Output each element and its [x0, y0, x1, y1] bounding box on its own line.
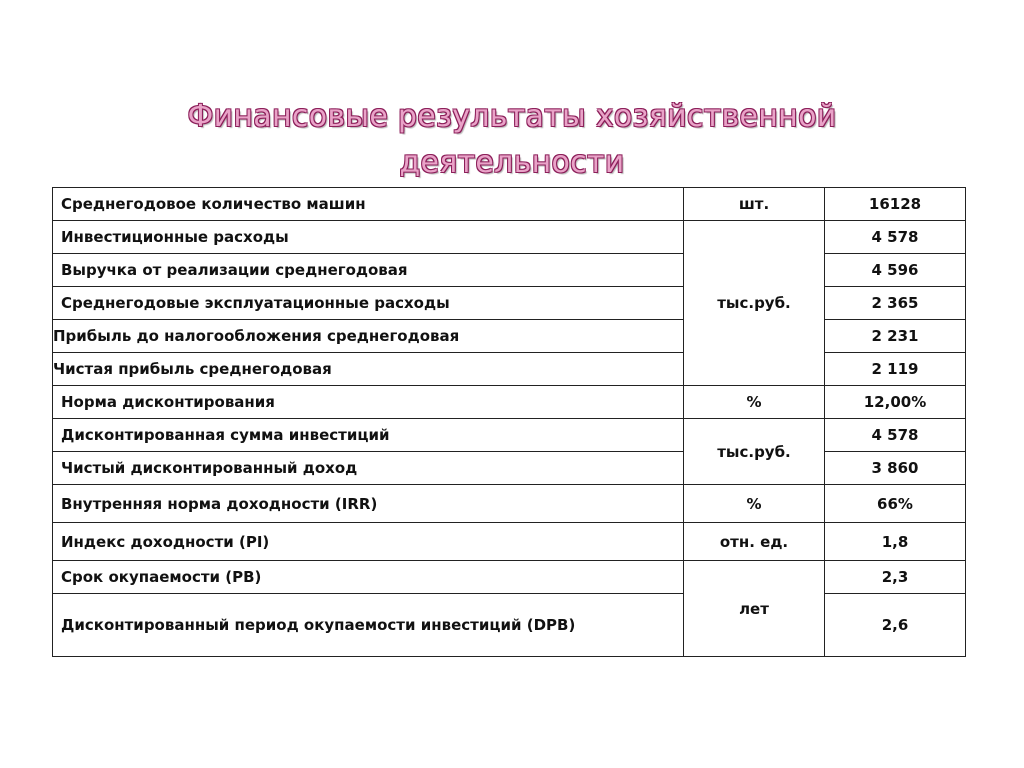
slide-title-line-1: Финансовые результаты хозяйственной [187, 99, 837, 134]
row-value: 4 596 [825, 254, 966, 287]
table-row [53, 221, 966, 254]
row-label: Прибыль до налогообложения среднегодовая [53, 320, 684, 353]
row-label: Инвестиционные расходы [53, 221, 684, 254]
slide-title [0, 94, 1024, 186]
table-row [53, 523, 966, 561]
row-value: 2 119 [825, 353, 966, 386]
table-row [53, 419, 966, 452]
row-value: 3 860 [825, 452, 966, 485]
row-unit-merged: тыс.руб. [684, 221, 825, 386]
row-value: 12,00% [825, 386, 966, 419]
row-unit: отн. ед. [684, 523, 825, 561]
row-unit: шт. [684, 188, 825, 221]
financial-results-table [52, 187, 966, 657]
table-row [53, 485, 966, 523]
row-label: Внутренняя норма доходности (IRR) [53, 485, 684, 523]
row-label: Выручка от реализации среднегодовая [53, 254, 684, 287]
row-label: Среднегодовые эксплуатационные расходы [53, 287, 684, 320]
slide-title-line-2: деятельности [399, 145, 625, 180]
table-row [53, 188, 966, 221]
row-value: 2,3 [825, 561, 966, 594]
row-label: Норма дисконтирования [53, 386, 684, 419]
row-value: 16128 [825, 188, 966, 221]
row-value: 66% [825, 485, 966, 523]
table-row [53, 353, 966, 386]
table-row [53, 561, 966, 594]
row-label: Индекс доходности (PI) [53, 523, 684, 561]
row-unit: % [684, 485, 825, 523]
table-row [53, 320, 966, 353]
row-label: Дисконтированный период окупаемости инвестиций (DPB) [53, 594, 684, 657]
table-row [53, 594, 966, 657]
row-value: 4 578 [825, 419, 966, 452]
row-unit: % [684, 386, 825, 419]
row-label: Чистый дисконтированный доход [53, 452, 684, 485]
row-value: 1,8 [825, 523, 966, 561]
row-value: 2 231 [825, 320, 966, 353]
row-value: 2,6 [825, 594, 966, 657]
table-row [53, 287, 966, 320]
row-unit-merged: лет [684, 561, 825, 657]
row-label: Срок окупаемости (PB) [53, 561, 684, 594]
row-value: 2 365 [825, 287, 966, 320]
row-label: Дисконтированная сумма инвестиций [53, 419, 684, 452]
row-label: Среднегодовое количество машин [53, 188, 684, 221]
row-unit-merged: тыс.руб. [684, 419, 825, 485]
table-row [53, 254, 966, 287]
table-row [53, 452, 966, 485]
row-value: 4 578 [825, 221, 966, 254]
table-row [53, 386, 966, 419]
row-label: Чистая прибыль среднегодовая [53, 353, 684, 386]
